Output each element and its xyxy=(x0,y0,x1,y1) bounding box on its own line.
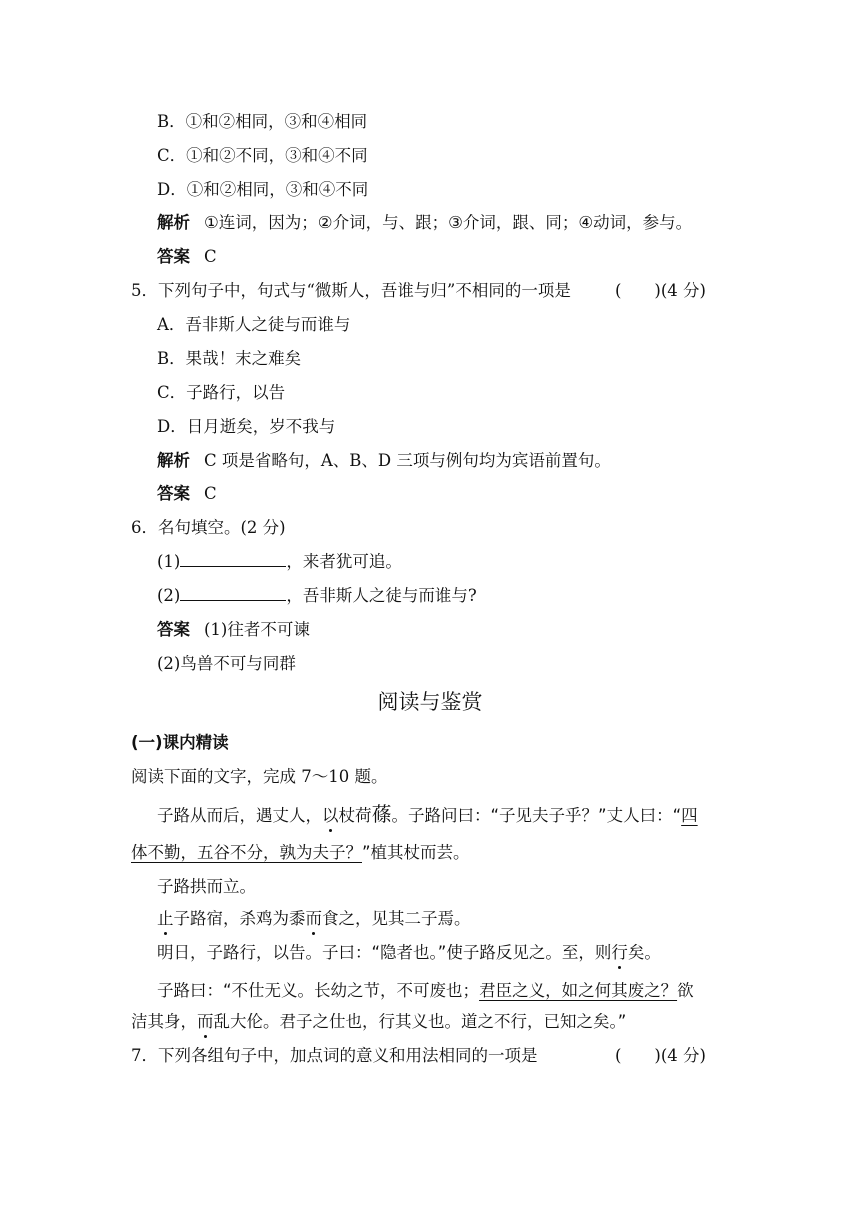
dotted-word: 行 xyxy=(611,943,628,962)
analysis-text: C 项是省略句，A、B、D 三项与例句均为宾语前置句。 xyxy=(204,451,611,470)
item-suffix: ，来者犹可追。 xyxy=(286,552,402,571)
q4-option-b: B．①和②相同，③和④相同 xyxy=(157,112,368,131)
q7-stem: 7．下列各组句子中，加点词的意义和用法相同的一项是 xyxy=(131,1046,538,1065)
analysis-label: 解析 xyxy=(157,451,190,470)
passage-text: ”植其杖而芸。 xyxy=(362,843,470,862)
passage-line-7 xyxy=(131,1011,626,1033)
q5-option-b: B．果哉！末之难矣 xyxy=(157,349,302,368)
passage-line-2 xyxy=(131,842,470,864)
q6-answer-2: (2)鸟兽不可与同群 xyxy=(157,654,296,673)
passage-text: 食之，见其二子 xyxy=(322,909,438,928)
section-instruction: 阅读下面的文字，完成 7～10 题。 xyxy=(131,767,388,786)
q5-paren: ( )(4 分) xyxy=(615,281,706,300)
q5-option-d: D．日月逝矣，岁不我与 xyxy=(157,417,336,436)
q6-item-2 xyxy=(157,585,477,607)
q5-option-c: C．子路行，以告 xyxy=(157,383,286,402)
item-prefix: (2) xyxy=(157,586,181,605)
dotted-word: 而 xyxy=(197,1012,214,1031)
item-prefix: (1) xyxy=(157,552,181,571)
q6-stem: 6．名句填空。(2 分) xyxy=(131,518,286,537)
passage-text: 子路从而后，遇丈人， xyxy=(157,806,322,825)
q6-answer xyxy=(157,619,310,641)
passage-text: 矣。 xyxy=(627,943,661,962)
passage-text: 子路曰：“不仕无义。长幼之节，不可废也； xyxy=(157,981,480,1000)
answer-text: C xyxy=(204,484,217,503)
answer-text: (1)往者不可谏 xyxy=(204,620,310,639)
analysis-text: ①连词，因为；②介词，与、跟；③介词，跟、同；④动词，参与。 xyxy=(204,213,693,232)
underlined-text: 君臣之义，如之何其废之？ xyxy=(479,981,678,1000)
q4-option-d: D．①和②相同，③和④不同 xyxy=(157,180,369,199)
dotted-word: 以 xyxy=(322,806,339,825)
dotted-word: 而 xyxy=(305,909,322,928)
answer-label: 答案 xyxy=(157,247,190,266)
q4-analysis xyxy=(157,212,692,234)
underlined-text: 四 xyxy=(681,806,698,825)
section-subtitle: (一)课内精读 xyxy=(131,733,229,752)
q6-item-1 xyxy=(157,551,402,573)
passage-text: 乱大伦。君子之仕也，行其义也。道之不行，已知之矣。” xyxy=(213,1012,627,1031)
passage-line-5 xyxy=(157,942,661,964)
q7-paren: ( )(4 分) xyxy=(615,1046,706,1065)
answer-label: 答案 xyxy=(157,620,190,639)
passage-text: 欲 xyxy=(677,981,694,1000)
dotted-word: 止 xyxy=(157,909,174,928)
passage-line-1 xyxy=(157,803,698,827)
q4-answer xyxy=(157,246,217,268)
passage-text: 子路宿，杀鸡为黍 xyxy=(173,909,306,928)
q4-option-c: C．①和②不同，③和④不同 xyxy=(157,146,368,165)
section-title: 阅读与鉴赏 xyxy=(377,690,483,714)
underlined-text: 体不勤，五谷不分，孰为夫子？ xyxy=(131,843,362,862)
q5-analysis xyxy=(157,450,611,472)
analysis-label: 解析 xyxy=(157,213,190,232)
passage-line-6 xyxy=(157,980,694,1002)
answer-label: 答案 xyxy=(157,484,190,503)
fill-blank[interactable] xyxy=(180,551,286,567)
passage-line-3: 子路拱而立。 xyxy=(157,877,256,896)
passage-text: 。子路问曰：“子见夫子乎？”丈人曰：“ xyxy=(391,806,682,825)
passage-text: 洁其身， xyxy=(131,1012,197,1031)
passage-text: 明日，子路行，以告。子曰：“隐者也。”使子路反见之。至，则 xyxy=(157,943,612,962)
fill-blank[interactable] xyxy=(180,585,286,601)
passage-line-4 xyxy=(157,908,471,930)
item-suffix: ，吾非斯人之徒与而谁与? xyxy=(286,586,477,605)
passage-text: 蓧 xyxy=(371,802,392,826)
passage-text: 杖荷 xyxy=(338,806,372,825)
q5-option-a: A．吾非斯人之徒与而谁与 xyxy=(157,315,351,334)
answer-text: C xyxy=(204,247,217,266)
q5-answer xyxy=(157,483,217,505)
q5-stem: 5．下列句子中，句式与“微斯人，吾谁与归”不相同的一项是 xyxy=(131,281,571,300)
passage-text: 焉。 xyxy=(437,909,471,928)
